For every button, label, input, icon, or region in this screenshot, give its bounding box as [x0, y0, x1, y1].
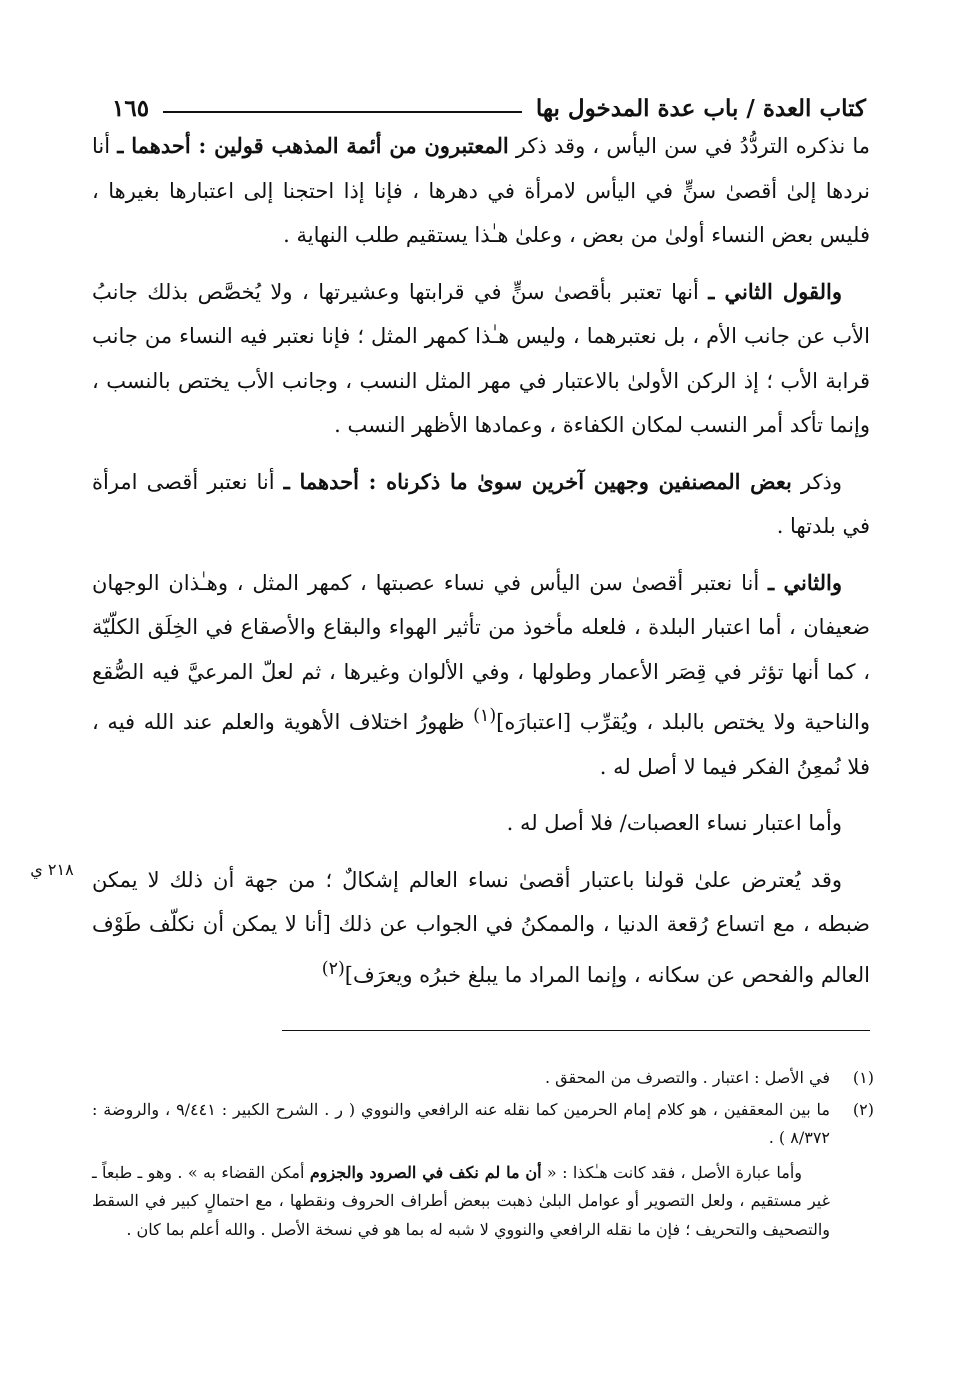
text-run: وأما اعتبار نساء العصبات/ فلا أصل له .	[506, 811, 842, 835]
footnote-ref-2[interactable]: (٢)	[321, 958, 345, 979]
paragraph-5	[92, 801, 870, 846]
text-run: ما نذكره التردُّدُ في سن اليأس ، وقد ذكر	[508, 134, 870, 158]
paragraph-1	[92, 124, 870, 258]
paragraph-6	[92, 858, 870, 998]
bold-run: والثاني ـ	[767, 569, 842, 595]
text-run: وقد يُعترض علىٰ قولنا باعتبار أقصىٰ نساء العالم إشكالٌ ؛ من جهة أن ذلك لا يمكن ضبطه ، مع اتساع رُقعة الدنيا ، والممكنُ في الجواب عن ذلك [أنا لا يمكن أن نكلّف طَوْف العالم والفحص عن سكانه ، وإنما المراد ما يبلغ خبرُه ويعرَف]	[92, 867, 870, 987]
footnote-text: في الأصل : اعتبار . والتصرف من المحقق .	[544, 1068, 830, 1087]
header-rule	[163, 111, 522, 113]
page-number: ١٦٥	[112, 95, 150, 122]
bold-run: والقول الثاني ـ	[708, 278, 843, 304]
text-run: أمكن القضاء به » . وهو ـ طبعاً ـ غير مستقيم ، ولعل التصوير أو عوامل البلىٰ ذهبت ببعض أطراف الحروف ونقطها ، مع احتمالٍ كبير في السقط والتصحيف والتحريف ؛ فإن ما نقله الرافعي والنووي لا شبه له بما هو في نسخة الأصل . والله أعلم بما كان .	[92, 1162, 831, 1239]
bold-run: بعض المصنفين وجهين آخرين سوىٰ ما ذكرناه : أحدهما ـ	[283, 468, 792, 494]
footnote-separator	[282, 1030, 870, 1031]
paragraph-2	[92, 270, 870, 448]
text-run: وذكر	[791, 469, 843, 494]
footnote-2-continuation	[92, 1159, 874, 1245]
text-run: وأما عبارة الأصل ، فقد كانت هـٰكذا : «	[541, 1162, 802, 1182]
paragraph-3	[92, 460, 870, 549]
footnotes	[92, 1064, 874, 1244]
text-run: أنا نعتبر أقصىٰ سن اليأس في نساء عصبتها ، كمهر المثل ، وهـٰذان الوجهان ضعيفان ، أما اعتبار البلدة ، فلعله مأخوذ من تأثير الهواء والبقاع والأصقاع في الخِلَق الكلّيّة ، كما أنها تؤثر في قِصَر الأعمار وطولها ، وفي الألوان وغيرها ، ثم لعلّ المرعيَّ فيه الصُّقع والناحية ولا يختص بالبلد ، ويُقرِّب [اعتبارَه]	[92, 570, 870, 734]
footnote-1	[92, 1064, 874, 1093]
manuscript-folio-note: ٢١٨ ي	[30, 860, 74, 879]
text-run: ظهورُ اختلاف الأهوية والعلم عند الله فيه ، فلا نُمعِنُ الفكر فيما لا أصل له .	[92, 710, 870, 779]
footnote-2	[92, 1096, 874, 1153]
text-run: أنا نردها إلىٰ أقصىٰ سنٍّ في اليأس لامرأة في دهرها ، فإنا إذا احتجنا إلى اعتبارها بغيرها ، فليس بعض النساء أولىٰ من بعض ، وعلىٰ هـٰذا يستقيم طلب النهاية .	[92, 134, 870, 247]
bold-run: المعتبرون من أئمة المذهب قولين : أحدهما ـ	[117, 133, 509, 158]
footnote-number: (١)	[852, 1068, 874, 1087]
text-run: أنا نعتبر أقصى امرأة في بلدتها .	[92, 469, 870, 538]
footnote-number: (٢)	[852, 1099, 874, 1119]
running-header	[112, 78, 866, 122]
running-title: كتاب العدة / باب عدة المدخول بها	[535, 95, 866, 122]
paragraph-4	[92, 561, 870, 790]
body-text	[92, 124, 870, 997]
footnote-text: ما بين المعقفين ، هو كلام إمام الحرمين كما نقله عنه الرافعي والنووي ( ر . الشرح الكبير : ٩/٤٤١ ، والروضة : ٨/٣٧٢ ) .	[92, 1099, 831, 1147]
footnote-ref-1[interactable]: (١)	[473, 706, 497, 726]
text-run: أنها تعتبر بأقصىٰ سنٍّ في قرابتها وعشيرتها ، ولا يُخصَّص بذلك جانبُ الأب عن جانب الأم ، بل نعتبرهما ، وليس هـٰذا كمهر المثل ؛ فإنا نعتبر فيه النساء من جانب قرابة الأب ؛ إذ الركن الأولىٰ بالاعتبار في مهر المثل النسب ، وجانب الأب يختص بالنسب ، وإنما تأكد أمر النسب لمكان الكفاءة ، وعمادها الأظهر النسب .	[92, 279, 870, 437]
bold-run: أن ما لم نكف في الصرود والجزوم	[309, 1162, 542, 1182]
